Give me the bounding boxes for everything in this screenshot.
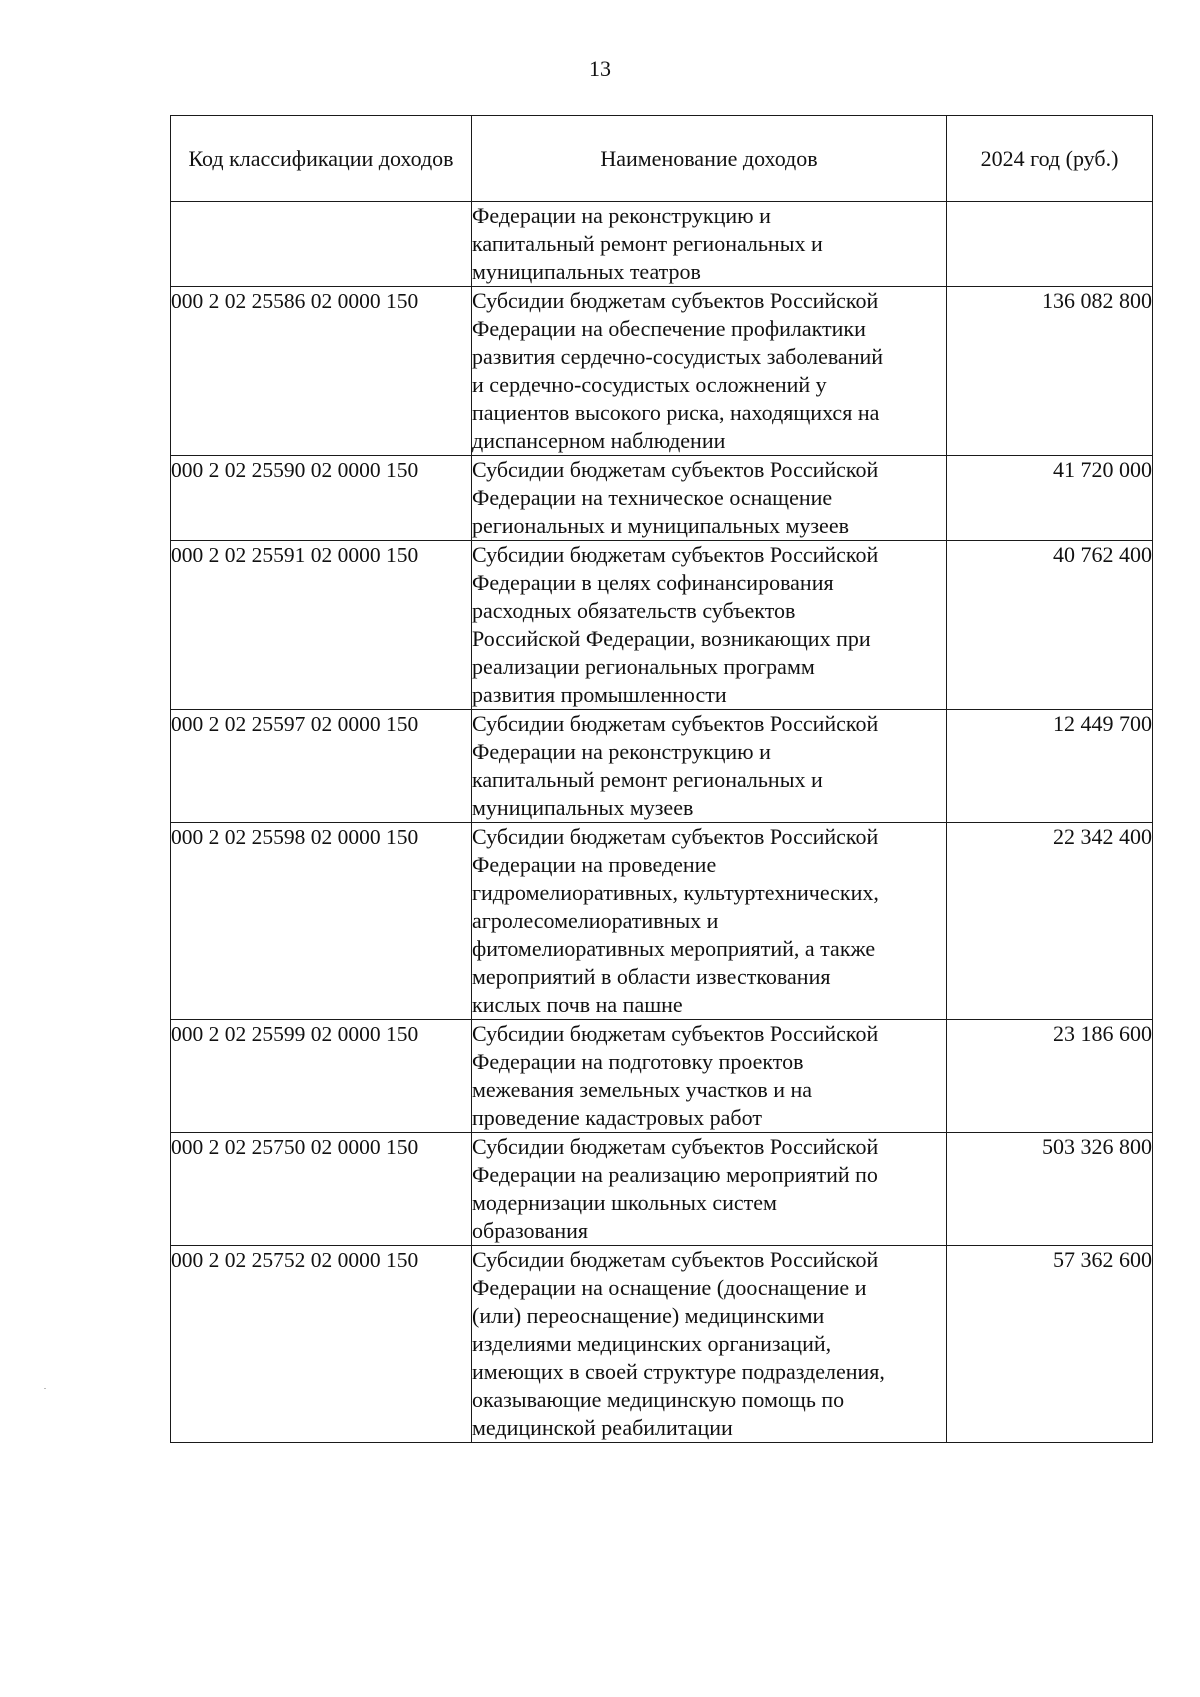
cell-name-line: Федерации в целях софинансирования bbox=[472, 570, 834, 595]
scan-speck bbox=[44, 1388, 46, 1389]
table-row bbox=[171, 1246, 1153, 1443]
cell-code: 000 2 02 25599 02 0000 150 bbox=[171, 1020, 472, 1133]
cell-amount: 12 449 700 bbox=[947, 710, 1153, 823]
cell-name-line: проведение кадастровых работ bbox=[472, 1105, 762, 1130]
header-amount: 2024 год (руб.) bbox=[947, 116, 1153, 202]
cell-name-line: Субсидии бюджетам субъектов Российской bbox=[472, 457, 879, 482]
cell-name-line: Федерации на оснащение (дооснащение и bbox=[472, 1275, 867, 1300]
cell-amount bbox=[947, 202, 1153, 287]
cell-amount: 503 326 800 bbox=[947, 1133, 1153, 1246]
header-code: Код классификации доходов bbox=[171, 116, 472, 202]
cell-name-line: Российской Федерации, возникающих при bbox=[472, 626, 871, 651]
cell-name-line: имеющих в своей структуре подразделения, bbox=[472, 1359, 885, 1384]
cell-name-line: кислых почв на пашне bbox=[472, 992, 683, 1017]
cell-name-line: гидромелиоративных, культуртехнических, bbox=[472, 880, 879, 905]
cell-name-line: агролесомелиоративных и bbox=[472, 908, 719, 933]
cell-name-line: муниципальных театров bbox=[472, 259, 701, 284]
cell-name-line: Субсидии бюджетам субъектов Российской bbox=[472, 1021, 879, 1046]
cell-name-line: Субсидии бюджетам субъектов Российской bbox=[472, 711, 879, 736]
cell-name bbox=[472, 823, 947, 1020]
cell-name bbox=[472, 202, 947, 287]
cell-name bbox=[472, 456, 947, 541]
cell-name-line: развития сердечно-сосудистых заболеваний bbox=[472, 344, 884, 369]
cell-amount: 23 186 600 bbox=[947, 1020, 1153, 1133]
cell-name-line: муниципальных музеев bbox=[472, 795, 694, 820]
cell-name-line: Федерации на реконструкцию и bbox=[472, 203, 771, 228]
cell-name-line: модернизации школьных систем bbox=[472, 1190, 777, 1215]
cell-name bbox=[472, 287, 947, 456]
cell-name bbox=[472, 1246, 947, 1443]
cell-name-line: Субсидии бюджетам субъектов Российской bbox=[472, 542, 879, 567]
cell-name-line: капитальный ремонт региональных и bbox=[472, 231, 823, 256]
table-header-row bbox=[171, 116, 1153, 202]
cell-name-line: Федерации на реализацию мероприятий по bbox=[472, 1162, 878, 1187]
cell-name-line: Субсидии бюджетам субъектов Российской bbox=[472, 288, 879, 313]
cell-code: 000 2 02 25752 02 0000 150 bbox=[171, 1246, 472, 1443]
cell-name-line: региональных и муниципальных музеев bbox=[472, 513, 849, 538]
cell-name-line: Федерации на реконструкцию и bbox=[472, 739, 771, 764]
table-row bbox=[171, 1133, 1153, 1246]
cell-name-line: медицинской реабилитации bbox=[472, 1415, 733, 1440]
cell-amount: 57 362 600 bbox=[947, 1246, 1153, 1443]
cell-name-line: капитальный ремонт региональных и bbox=[472, 767, 823, 792]
cell-code: 000 2 02 25750 02 0000 150 bbox=[171, 1133, 472, 1246]
cell-name bbox=[472, 1133, 947, 1246]
table-row bbox=[171, 541, 1153, 710]
cell-name-line: расходных обязательств субъектов bbox=[472, 598, 796, 623]
cell-code: 000 2 02 25586 02 0000 150 bbox=[171, 287, 472, 456]
table-row bbox=[171, 202, 1153, 287]
table-row bbox=[171, 1020, 1153, 1133]
cell-code: 000 2 02 25597 02 0000 150 bbox=[171, 710, 472, 823]
cell-code bbox=[171, 202, 472, 287]
cell-name-line: Федерации на подготовку проектов bbox=[472, 1049, 804, 1074]
table-body bbox=[171, 202, 1153, 1443]
cell-name bbox=[472, 710, 947, 823]
table-row bbox=[171, 287, 1153, 456]
cell-name-line: Федерации на техническое оснащение bbox=[472, 485, 833, 510]
cell-name-line: реализации региональных программ bbox=[472, 654, 815, 679]
cell-name-line: межевания земельных участков и на bbox=[472, 1077, 813, 1102]
cell-name-line: (или) переоснащение) медицинскими bbox=[472, 1303, 825, 1328]
header-name: Наименование доходов bbox=[472, 116, 947, 202]
cell-name-line: развития промышленности bbox=[472, 682, 727, 707]
cell-name-line: мероприятий в области известкования bbox=[472, 964, 831, 989]
cell-code: 000 2 02 25598 02 0000 150 bbox=[171, 823, 472, 1020]
cell-name-line: пациентов высокого риска, находящихся на bbox=[472, 400, 880, 425]
table-row bbox=[171, 456, 1153, 541]
page-number: 13 bbox=[589, 56, 611, 81]
cell-name-line: Федерации на обеспечение профилактики bbox=[472, 316, 866, 341]
cell-code: 000 2 02 25591 02 0000 150 bbox=[171, 541, 472, 710]
table-row bbox=[171, 823, 1153, 1020]
cell-name-line: Субсидии бюджетам субъектов Российской bbox=[472, 824, 879, 849]
cell-amount: 41 720 000 bbox=[947, 456, 1153, 541]
cell-name-line: Субсидии бюджетам субъектов Российской bbox=[472, 1134, 879, 1159]
cell-amount: 22 342 400 bbox=[947, 823, 1153, 1020]
cell-name-line: оказывающие медицинскую помощь по bbox=[472, 1387, 845, 1412]
cell-name-line: изделиями медицинских организаций, bbox=[472, 1331, 832, 1356]
cell-name-line: диспансерном наблюдении bbox=[472, 428, 726, 453]
cell-name-line: Федерации на проведение bbox=[472, 852, 717, 877]
cell-name-line: и сердечно-сосудистых осложнений у bbox=[472, 372, 827, 397]
cell-name bbox=[472, 541, 947, 710]
cell-name bbox=[472, 1020, 947, 1133]
cell-code: 000 2 02 25590 02 0000 150 bbox=[171, 456, 472, 541]
table-row bbox=[171, 710, 1153, 823]
cell-name-line: фитомелиоративных мероприятий, а также bbox=[472, 936, 876, 961]
cell-name-line: Субсидии бюджетам субъектов Российской bbox=[472, 1247, 879, 1272]
income-table bbox=[170, 115, 1153, 1443]
cell-amount: 40 762 400 bbox=[947, 541, 1153, 710]
cell-amount: 136 082 800 bbox=[947, 287, 1153, 456]
cell-name-line: образования bbox=[472, 1218, 589, 1243]
